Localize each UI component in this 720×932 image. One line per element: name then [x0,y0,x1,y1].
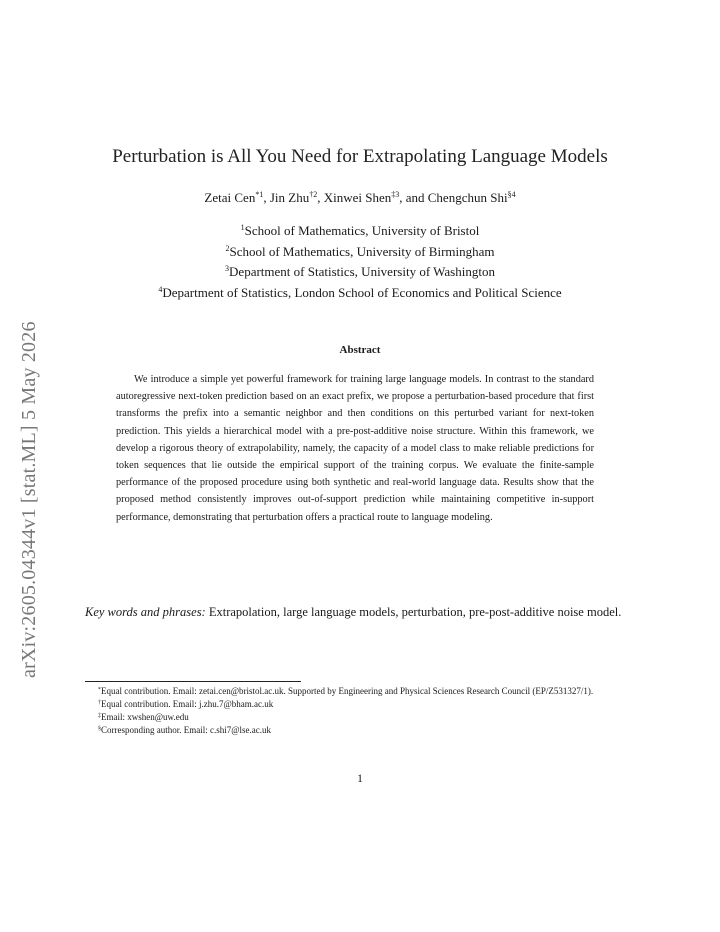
author-mark: §4 [507,190,516,199]
affiliation-mark: 4 [158,284,163,294]
affiliation-list [0,221,720,303]
author-list [0,190,720,206]
affiliation [0,262,720,283]
affiliation-mark: 3 [225,264,230,273]
affiliation-mark: 1 [240,223,245,232]
arxiv-stamp [14,260,54,680]
keywords-text: Extrapolation, large language models, perturbation, pre-post-additive noise model. [205,605,622,619]
author-mark: ‡3 [391,190,400,199]
author-name: Xinwei Shen [323,190,392,205]
affiliation [0,283,720,304]
affiliation-text: School of Mathematics, University of Birmingham [229,243,495,259]
footnote-text: Equal contribution. Email: zetai.cen@bristol.ac.uk. Supported by Engineering and Physical Sciences Research Council (EP/Z531327/1). [101,686,594,696]
footnote-divider [85,681,301,682]
author-name: Chengchun Shi [427,190,508,205]
affiliation-text: Department of Statistics, University of Washington [229,264,495,279]
author-name: Jin Zhu [269,190,310,205]
footnote [85,685,628,698]
abstract-body: We introduce a simple yet powerful framework for training large language models. In contrast to the standard autoregressive next-token prediction based on an exact prefix, we propose a perturbation-based procedure that first transforms the prefix into a semantic neighbor and then conditions on this perturbed variant for next-token prediction. This yields a hierarchical model with a pre-post-additive noise structure. Within this framework, we develop a rigorous theory of extrapolability, namely, the capacity of a model class to make reliable predictions for token sequences that lie outside the empirical support of the training corpus. We evaluate the finite-sample performance of the proposed procedure using both synthetic and real-world language data. Results show that the proposed method consistently improves out-of-support prediction while maintaining competitive in-support performance, demonstrating that perturbation offers a practical route to language modeling. [116,374,594,523]
affiliation [0,221,720,242]
author-separator: , and [399,190,428,205]
footnote-mark: * [98,687,101,693]
paper-title: Perturbation is All You Need for Extrapolating Language Models [112,146,608,167]
author-name: Zetai Cen [204,190,256,205]
footnote-mark: † [98,700,101,706]
footnote-text: Corresponding author. Email: c.shi7@lse.ac.uk [101,725,272,735]
footnote-mark: § [98,726,101,732]
author-separator: , [263,190,270,205]
abstract-heading: Abstract [339,344,381,356]
author-mark: †2 [309,190,318,199]
affiliation [0,242,720,263]
footnote-text: Email: xwshen@uw.edu [101,712,189,722]
affiliation-text: School of Mathematics, University of Bristol [244,223,480,238]
affiliation-text: Department of Statistics, London School of Economics and Political Science [162,284,562,300]
keywords-label: Key words and phrases: [85,605,206,619]
footnote-mark: ‡ [98,713,101,719]
footnote-text: Equal contribution. Email: j.zhu.7@bham.ac.uk [101,699,274,709]
arxiv-identifier: arXiv:2605.04344v1 [stat.ML] 5 May 2026 [18,321,40,678]
page-number: 1 [357,771,363,785]
affiliation-mark: 2 [225,243,230,253]
keywords [85,602,628,623]
author-separator: , [317,190,324,205]
author-mark: *1 [255,190,264,199]
footnote [85,724,628,737]
footnote [85,698,628,711]
footnotes [85,685,628,737]
footnote [85,711,628,724]
